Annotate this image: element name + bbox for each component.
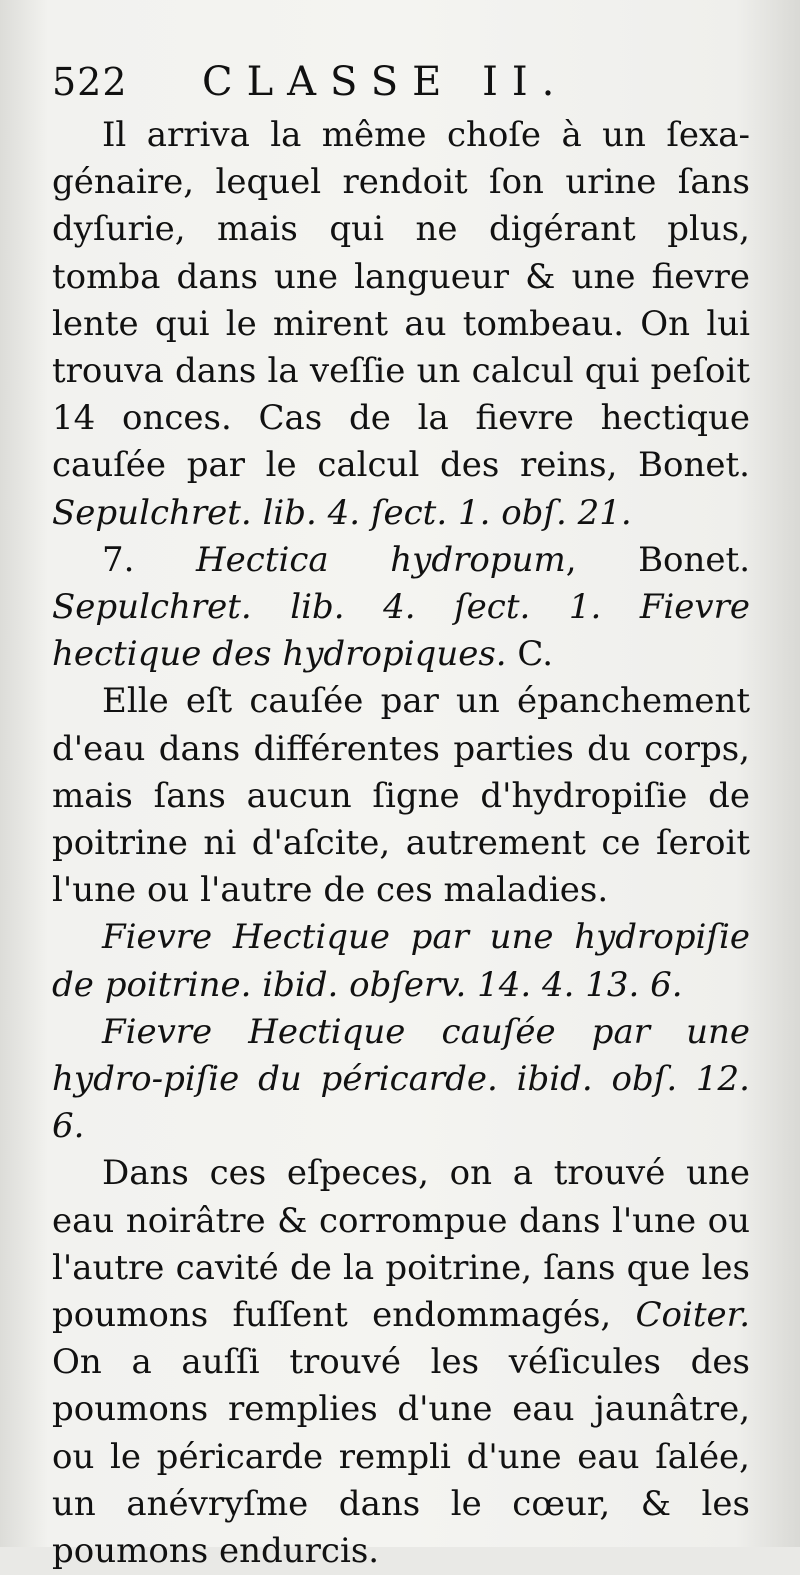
citation: Fievre Hectique cauſée par une hydro-piſie du péricarde. ibid. obſ. 12. 6. bbox=[52, 1011, 750, 1147]
text-segment: Elle eſt cauſée par un épanchement d'eau dans différentes parties du corps, mais ſans aucun ſigne d'hydropiſie de poitrine ni d'aſcite, autrement ce ſeroit l'une ou l'autre de ces maladies. bbox=[52, 681, 750, 911]
paragraph bbox=[52, 537, 750, 679]
author-citation: Coiter. bbox=[635, 1295, 750, 1336]
paragraph bbox=[52, 1150, 750, 1575]
text-segment: 7. bbox=[102, 539, 196, 580]
text-segment: Il arriva la même choſe à un ſexa-génaire, lequel rendoit ſon urine ſans dyſurie, mais qui ne digérant plus, tomba dans une langueur & une fievre lente qui le mirent au tombeau. On lui trouva dans la veſſie un calcul qui peſoit 14 onces. Cas de la fievre hectique cauſée par le calcul des reins, Bonet. bbox=[52, 115, 750, 486]
text-segment: Dans ces eſpeces, on a trouvé une eau noirâtre & corrompue dans l'une ou l'autre cavité de la poitrine, ſans que les poumons fuſſent endommagés, bbox=[52, 1153, 750, 1336]
text-segment: On a auſſi trouvé les véſicules des poumons remplies d'une eau jaunâtre, ou le péricarde rempli d'une eau ſalée, un anévryſme dans le cœur, & les poumons endurcis. bbox=[52, 1342, 750, 1572]
text-segment: C. bbox=[506, 634, 554, 675]
citation: Sepulchret. lib. 4. ſect. 1. Fievre hectique des hydropiques. bbox=[52, 587, 750, 675]
species-name: Hectica hydropum bbox=[196, 539, 566, 580]
citation: Sepulchret. lib. 4. ſect. 1. obſ. 21. bbox=[52, 492, 632, 533]
paragraph bbox=[52, 678, 750, 914]
paragraph bbox=[52, 112, 750, 537]
body-text bbox=[52, 112, 750, 1575]
running-head: CLASSE II. bbox=[202, 59, 569, 105]
page-number: 522 bbox=[52, 60, 128, 104]
page-header bbox=[52, 52, 750, 112]
paragraph bbox=[52, 1009, 750, 1151]
citation: Fievre Hectique par une hydropiſie de poitrine. ibid. obſerv. 14. 4. 13. 6. bbox=[52, 917, 750, 1005]
paragraph bbox=[52, 914, 750, 1008]
text-segment: , Bonet. bbox=[565, 539, 751, 580]
